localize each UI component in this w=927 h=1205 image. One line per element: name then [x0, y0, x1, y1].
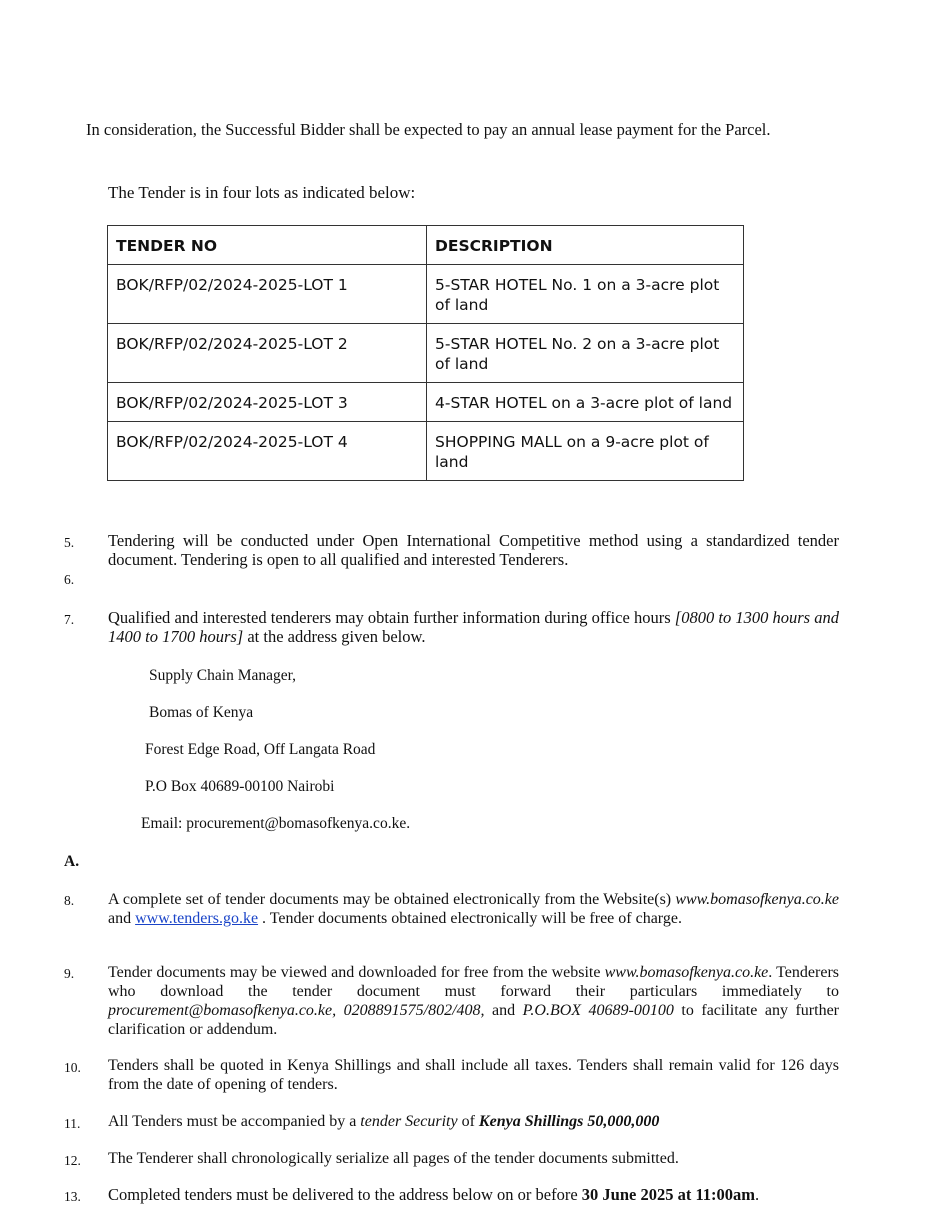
- office-hours: [0800 to 1300 hours and 1400 to 1700 hours]: [108, 608, 839, 646]
- item-6-number: 6.: [64, 572, 75, 587]
- tender-no-cell: BOK/RFP/02/2024-2025-LOT 1: [108, 265, 427, 324]
- tender-no-cell: BOK/RFP/02/2024-2025-LOT 4: [108, 422, 427, 481]
- header-description: DESCRIPTION: [427, 226, 744, 265]
- table-header-row: [108, 226, 744, 265]
- description-cell: 4-STAR HOTEL on a 3-acre plot of land: [427, 383, 744, 422]
- item-7-number: 7.: [64, 612, 75, 627]
- item-8-text: [108, 890, 839, 928]
- item-7-text-b: at the address given below.: [243, 627, 426, 646]
- tender-no-cell: BOK/RFP/02/2024-2025-LOT 2: [108, 324, 427, 383]
- table-row: [108, 383, 744, 422]
- item-9-and: and: [484, 1002, 523, 1019]
- item-8-text-b: . Tender documents obtained electronically will be free of charge.: [258, 910, 682, 927]
- address-line-3: Forest Edge Road, Off Langata Road: [145, 741, 376, 758]
- header-tender-no: TENDER NO: [108, 226, 427, 265]
- item-9-number: 9.: [64, 966, 75, 981]
- item-13-end: .: [755, 1185, 760, 1204]
- table-row: [108, 265, 744, 324]
- tenders-go-ke-link[interactable]: www.tenders.go.ke: [135, 910, 259, 927]
- description-cell: 5-STAR HOTEL No. 2 on a 3-acre plot of land: [427, 324, 744, 383]
- item-9-text-a: Tender documents may be viewed and downloaded for free from the website: [108, 964, 605, 981]
- item-10-number: 10.: [64, 1060, 81, 1075]
- item-8-text-a: A complete set of tender documents may be obtained electronically from the Website(s): [108, 891, 676, 908]
- item-5-text: Tendering will be conducted under Open International Competitive method using a standardized tender document. Tendering is open to all qualified and interested Tenderers.: [108, 531, 839, 569]
- address-line-2: Bomas of Kenya: [149, 704, 254, 721]
- item-13-text: [108, 1185, 839, 1204]
- section-a-heading: A.: [64, 853, 80, 870]
- item-9-text-d: to facilitate any further clarification or addendum.: [108, 1002, 839, 1038]
- address-line-1: Supply Chain Manager,: [149, 667, 297, 684]
- security-amount: Kenya Shillings 50,000,000: [478, 1113, 660, 1130]
- item-11-text: [108, 1112, 839, 1131]
- item-11-text-a: All Tenders must be accompanied by a: [108, 1113, 361, 1130]
- table-row: [108, 324, 744, 383]
- table-row: [108, 422, 744, 481]
- item-13-text-a: Completed tenders must be delivered to the address below on or before: [108, 1185, 582, 1204]
- item-5-number: 5.: [64, 535, 75, 550]
- item-13-number: 13.: [64, 1189, 81, 1204]
- website-bomas: www.bomasofkenya.co.ke: [604, 964, 769, 981]
- item-12-number: 12.: [64, 1153, 81, 1168]
- lots-intro: The Tender is in four lots as indicated below:: [108, 183, 416, 202]
- po-box: P.O.BOX 40689-00100: [522, 1002, 674, 1019]
- item-12-text: The Tenderer shall chronologically serialize all pages of the tender documents submitted.: [108, 1150, 679, 1167]
- item-9-text-b: . Tenderers who download the tender document must forward their particulars immediately to: [108, 964, 839, 1000]
- item-7-text: [108, 608, 839, 646]
- lots-table: [107, 225, 744, 481]
- tender-security: tender Security: [360, 1113, 458, 1130]
- address-line-4: P.O Box 40689-00100 Nairobi: [145, 778, 335, 795]
- address-email: Email: procurement@bomasofkenya.co.ke.: [141, 815, 411, 832]
- website-bomas: www.bomasofkenya.co.ke: [675, 891, 839, 908]
- item-7-text-a: Qualified and interested tenderers may obtain further information during office hours: [108, 608, 675, 627]
- tender-no-cell: BOK/RFP/02/2024-2025-LOT 3: [108, 383, 427, 422]
- item-8-and: and: [108, 910, 136, 927]
- intro-paragraph: In consideration, the Successful Bidder shall be expected to pay an annual lease payment for the Parcel.: [86, 120, 771, 139]
- item-10-text: Tenders shall be quoted in Kenya Shillings and shall include all taxes. Tenders shall remain valid for 126 days from the date of opening of tenders.: [108, 1057, 839, 1093]
- contact-details: procurement@bomasofkenya.co.ke, 0208891575/802/408,: [108, 1002, 485, 1019]
- description-cell: SHOPPING MALL on a 9-acre plot of land: [427, 422, 744, 481]
- item-9-text: [108, 963, 839, 1039]
- item-11-number: 11.: [64, 1116, 81, 1131]
- submission-deadline: 30 June 2025 at 11:00am: [581, 1185, 756, 1204]
- item-8-number: 8.: [64, 893, 75, 908]
- item-11-of: of: [457, 1113, 479, 1130]
- description-cell: 5-STAR HOTEL No. 1 on a 3-acre plot of land: [427, 265, 744, 324]
